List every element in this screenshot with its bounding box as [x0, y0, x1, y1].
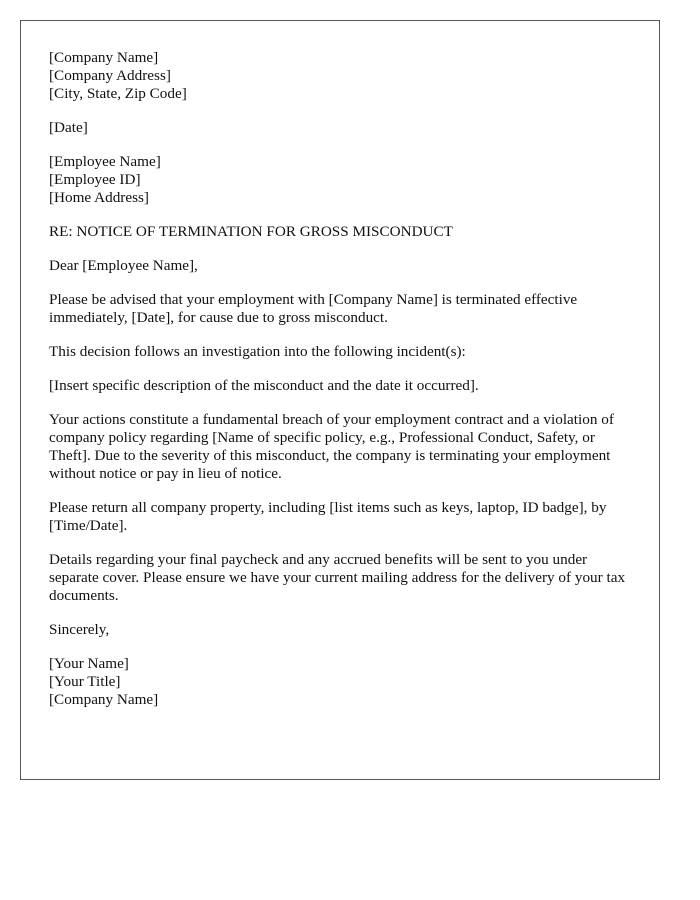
paragraph-breach: Your actions constitute a fundamental breach of your employment contract and a violation of company policy regarding [Name of specific policy, e.g., Professional Conduct, Safety, or Theft]. Due to the severity of this misconduct, the company is terminating your employment without notice or pay in lieu of notice. [49, 411, 614, 482]
signature-company: [Company Name] [49, 691, 159, 708]
closing: Sincerely, [49, 621, 110, 638]
salutation: Dear [Employee Name], [49, 257, 198, 274]
sender-address [49, 49, 639, 103]
sender-company-address: [Company Address] [49, 67, 171, 84]
closing-block [49, 621, 639, 639]
recipient-employee-id: [Employee ID] [49, 171, 141, 188]
paragraph-investigation: This decision follows an investigation into the following incident(s): [49, 343, 466, 360]
salutation-block [49, 257, 639, 275]
letter-body [49, 49, 639, 725]
signature-block [49, 655, 639, 709]
subject-line: RE: NOTICE OF TERMINATION FOR GROSS MISCONDUCT [49, 223, 453, 240]
signature-title: [Your Title] [49, 673, 121, 690]
paragraph-incident-description: [Insert specific description of the misconduct and the date it occurred]. [49, 377, 479, 394]
sender-city-state-zip: [City, State, Zip Code] [49, 85, 187, 102]
letter-page [20, 20, 660, 780]
paragraph-termination-notice: Please be advised that your employment with [Company Name] is terminated effective immediately, [Date], for cause due to gross misconduct. [49, 291, 578, 326]
sender-company-name: [Company Name] [49, 49, 159, 66]
letter-date: [Date] [49, 119, 88, 136]
recipient-home-address: [Home Address] [49, 189, 149, 206]
subject-line-block [49, 223, 639, 241]
paragraph-return-property: Please return all company property, including [list items such as keys, laptop, ID badge], by [Time/Date]. [49, 499, 607, 534]
letter-date-block [49, 119, 639, 137]
recipient-address [49, 153, 639, 207]
recipient-employee-name: [Employee Name] [49, 153, 161, 170]
signature-name: [Your Name] [49, 655, 129, 672]
paragraph-final-paycheck: Details regarding your final paycheck and any accrued benefits will be sent to you under separate cover. Please ensure we have your current mailing address for the delivery of your tax documents. [49, 551, 626, 604]
